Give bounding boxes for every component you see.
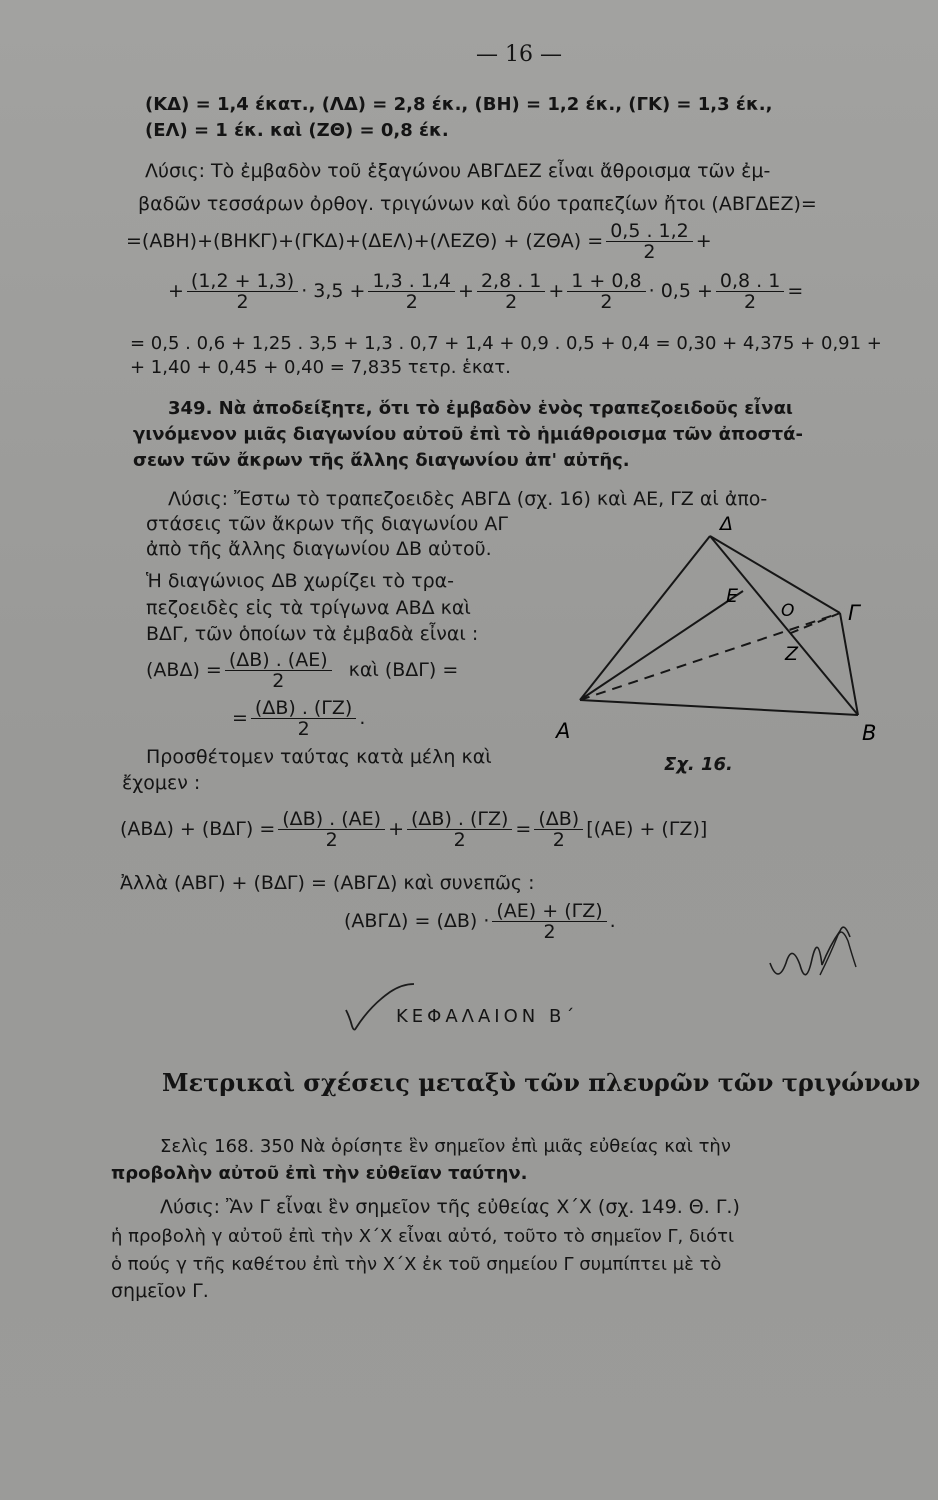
solution2-line-2: στάσεις τῶν ἄκρων τῆς διαγωνίου ΑΓ [146,513,508,535]
eq2-f4-denominator: 2 [600,290,613,313]
trapezoid-figure [540,510,900,780]
fin-numerator: (ΑΕ) + (ΓΖ) [492,901,606,922]
eq2-fraction-5 [716,271,784,312]
eq2-f3-denominator: 2 [505,290,518,313]
eq2-term-5: = [787,280,804,302]
e1-right: καὶ (ΒΔΓ) = [348,659,459,681]
final-equation [344,898,616,944]
area-bdg-equation [232,696,365,740]
eq2-f1-numerator: (1,2 + 1,3) [187,271,298,292]
equation-2 [168,268,803,314]
fin-denominator: 2 [543,920,556,943]
intro-line-2: (ΕΛ) = 1 έκ. καὶ (ΖΘ) = 0,8 έκ. [145,120,449,141]
problem350-line-2: προβολὴν αὐτοῦ ἐπὶ τὴν εὐθεῖαν ταύτην. [111,1163,528,1184]
eq2-f4-numerator: 1 + 0,8 [567,271,645,292]
eq2-f2-denominator: 2 [405,290,418,313]
sum-f1-denominator: 2 [325,828,338,851]
edge-gb [840,613,858,715]
label-delta: Δ [720,513,733,535]
sum-left: (ΑΒΔ) + (ΒΔΓ) = [120,818,276,840]
eq2-fraction-2 [368,271,455,312]
e2-denominator: 2 [297,717,310,740]
eq2-f5-denominator: 2 [744,290,757,313]
e1-numerator: (ΔΒ) . (ΑΕ) [225,650,332,671]
problem349-line-1: 349. Νὰ ἀποδείξητε, ὅτι τὸ ἐμβαδὸν ἑνὸς τραπεζοειδοῦς εἶναι [168,398,793,419]
solution2-line-9: Ἀλλὰ (ΑΒΓ) + (ΒΔΓ) = (ΑΒΓΔ) καὶ συνεπῶς : [120,872,535,894]
edge-ad [580,536,710,700]
solution3-line-3: ὁ πούς γ τῆς καθέτου ἐπὶ τὴν Χ΄Χ ἐκ τοῦ σημείου Γ συμπίπτει μὲ τὸ [111,1254,722,1275]
eq2-f5-numerator: 0,8 . 1 [716,271,784,292]
sum-fraction-3 [534,809,583,850]
eq2-term-1: · 3,5 + [301,280,366,302]
solution2-line-5: πεζοειδὲς εἰς τὰ τρίγωνα ΑΒΔ καὶ [146,597,471,619]
problem349-line-2: γινόμενον μιᾶς διαγωνίου αὐτοῦ ἐπὶ τὸ ἡμιάθροισμα τῶν ἀποστά- [133,424,803,445]
solution2-line-8: ἔχομεν : [122,772,201,794]
solution2-line-3: ἀπὸ τῆς ἄλλης διαγωνίου ΔΒ αὐτοῦ. [146,538,492,560]
solution1-line-1: Λύσις: Τὸ ἐμβαδὸν τοῦ ἑξαγώνου ΑΒΓΔΕΖ εἶναι ἄθροισμα τῶν ἐμ- [145,160,771,182]
eq1-denominator: 2 [643,240,656,263]
diagonal-ag [580,613,840,700]
eq2-term-4: · 0,5 + [648,280,713,302]
sum-fraction-2 [407,809,512,850]
label-z: Ζ [785,643,799,665]
problem350-line-1: Σελὶς 168. 350 Νὰ ὁρίσητε ἓν σημεῖον ἐπὶ μιᾶς εὐθείας καὶ τὴν [160,1136,731,1157]
sum-right: [(ΑΕ) + (ΓΖ)] [586,818,708,840]
eq2-fraction-3 [477,271,545,312]
sum-equation [120,806,707,852]
figure-caption: Σχ. 16. [664,754,733,775]
handwritten-signature [760,915,870,995]
sum-f1-numerator: (ΔΒ) . (ΑΕ) [278,809,385,830]
intro-line-1: (ΚΔ) = 1,4 έκατ., (ΛΔ) = 2,8 έκ., (ΒΗ) = 1,2 έκ., (ΓΚ) = 1,3 έκ., [145,94,773,115]
page-number: — 16 — [476,42,562,67]
equation-4: + 1,40 + 0,45 + 0,40 = 7,835 τετρ. ἑκατ. [130,357,511,378]
eq2-term-3: + [548,280,565,302]
solution2-line-6: ΒΔΓ, τῶν ὁποίων τὰ ἐμβαδὰ εἶναι : [146,623,479,645]
problem349-line-3: σεων τῶν ἄκρων τῆς ἄλλης διαγωνίου ἀπ' αὐτῆς. [133,450,630,471]
solution2-line-4: Ἡ διαγώνιος ΔΒ χωρίζει τὸ τρα- [146,570,455,592]
equation-3: = 0,5 . 0,6 + 1,25 . 3,5 + 1,3 . 0,7 + 1,4 + 0,9 . 0,5 + 0,4 = 0,30 + 4,375 + 0,91 + [130,333,882,354]
sum-eq: = [515,818,532,840]
eq2-plus0: + [168,280,184,302]
eq1-plus: + [695,230,712,252]
sum-f3-denominator: 2 [552,828,565,851]
sum-f2-numerator: (ΔΒ) . (ΓΖ) [407,809,512,830]
edge-ab [580,700,858,715]
eq2-f1-denominator: 2 [236,290,249,313]
eq2-f3-numerator: 2,8 . 1 [477,271,545,292]
solution3-line-2: ἡ προβολὴ γ αὐτοῦ ἐπὶ τὴν Χ΄Χ εἶναι αὐτό, τοῦτο τὸ σημεῖον Γ, διότι [111,1226,735,1247]
solution3-line-4: σημεῖον Γ. [111,1280,209,1302]
diagonal-db [710,536,858,715]
fin-left: (ΑΒΓΔ) = (ΔΒ) · [344,910,490,932]
solution3-line-1: Λύσις: Ἂν Γ εἶναι ἓν σημεῖον τῆς εὐθείας Χ΄Χ (σχ. 149. Θ. Γ.) [160,1196,740,1218]
eq2-fraction-4 [567,271,645,312]
label-o: Ο [781,601,795,621]
fin-right: . [609,910,616,932]
e2-numerator: (ΔΒ) . (ΓΖ) [251,698,356,719]
solution2-line-1: Λύσις: Ἔστω τὸ τραπεζοειδὲς ΑΒΓΔ (σχ. 16) καὶ ΑΕ, ΓΖ αἱ ἀπο- [168,488,768,510]
sum-plus: + [388,818,404,840]
e2-fraction [251,698,356,739]
area-abd-equation [146,648,458,692]
eq1-fraction [606,221,693,262]
chapter-title: Μετρικαὶ σχέσεις μεταξὺ τῶν πλευρῶν τῶν τριγώνων [162,1068,921,1097]
label-a: Α [556,719,571,743]
chapter-heading: ΚΕΦΑΛΑΙΟΝ Β΄ [396,1006,579,1027]
eq2-f2-numerator: 1,3 . 1,4 [368,271,455,292]
eq2-term-2: + [458,280,474,302]
label-e: Ε [726,585,739,607]
e1-left: (ΑΒΔ) = [146,659,222,681]
sum-f2-denominator: 2 [453,828,466,851]
perpendicular-ae [580,591,743,700]
sum-f3-numerator: (ΔΒ) [534,809,583,830]
label-gamma: Γ [848,601,860,625]
e2-left: = [232,707,248,729]
eq1-left: =(ΑΒΗ)+(ΒΗΚΓ)+(ΓΚΔ)+(ΔΕΛ)+(ΛΕΖΘ) + (ΖΘΑ) = [126,230,604,252]
fin-fraction [492,901,606,942]
solution2-line-7: Προσθέτομεν ταύτας κατὰ μέλη καὶ [146,746,492,768]
e1-fraction [225,650,332,691]
eq1-numerator: 0,5 . 1,2 [606,221,693,242]
equation-1 [126,218,712,264]
label-b: Β [862,721,877,745]
solution1-line-2: βαδῶν τεσσάρων ὀρθογ. τριγώνων καὶ δύο τραπεζίων ἤτοι (ΑΒΓΔΕΖ)= [138,193,817,215]
sum-fraction-1 [278,809,385,850]
e1-denominator: 2 [272,669,285,692]
e2-right: . [359,707,366,729]
eq2-fraction-1 [187,271,298,312]
